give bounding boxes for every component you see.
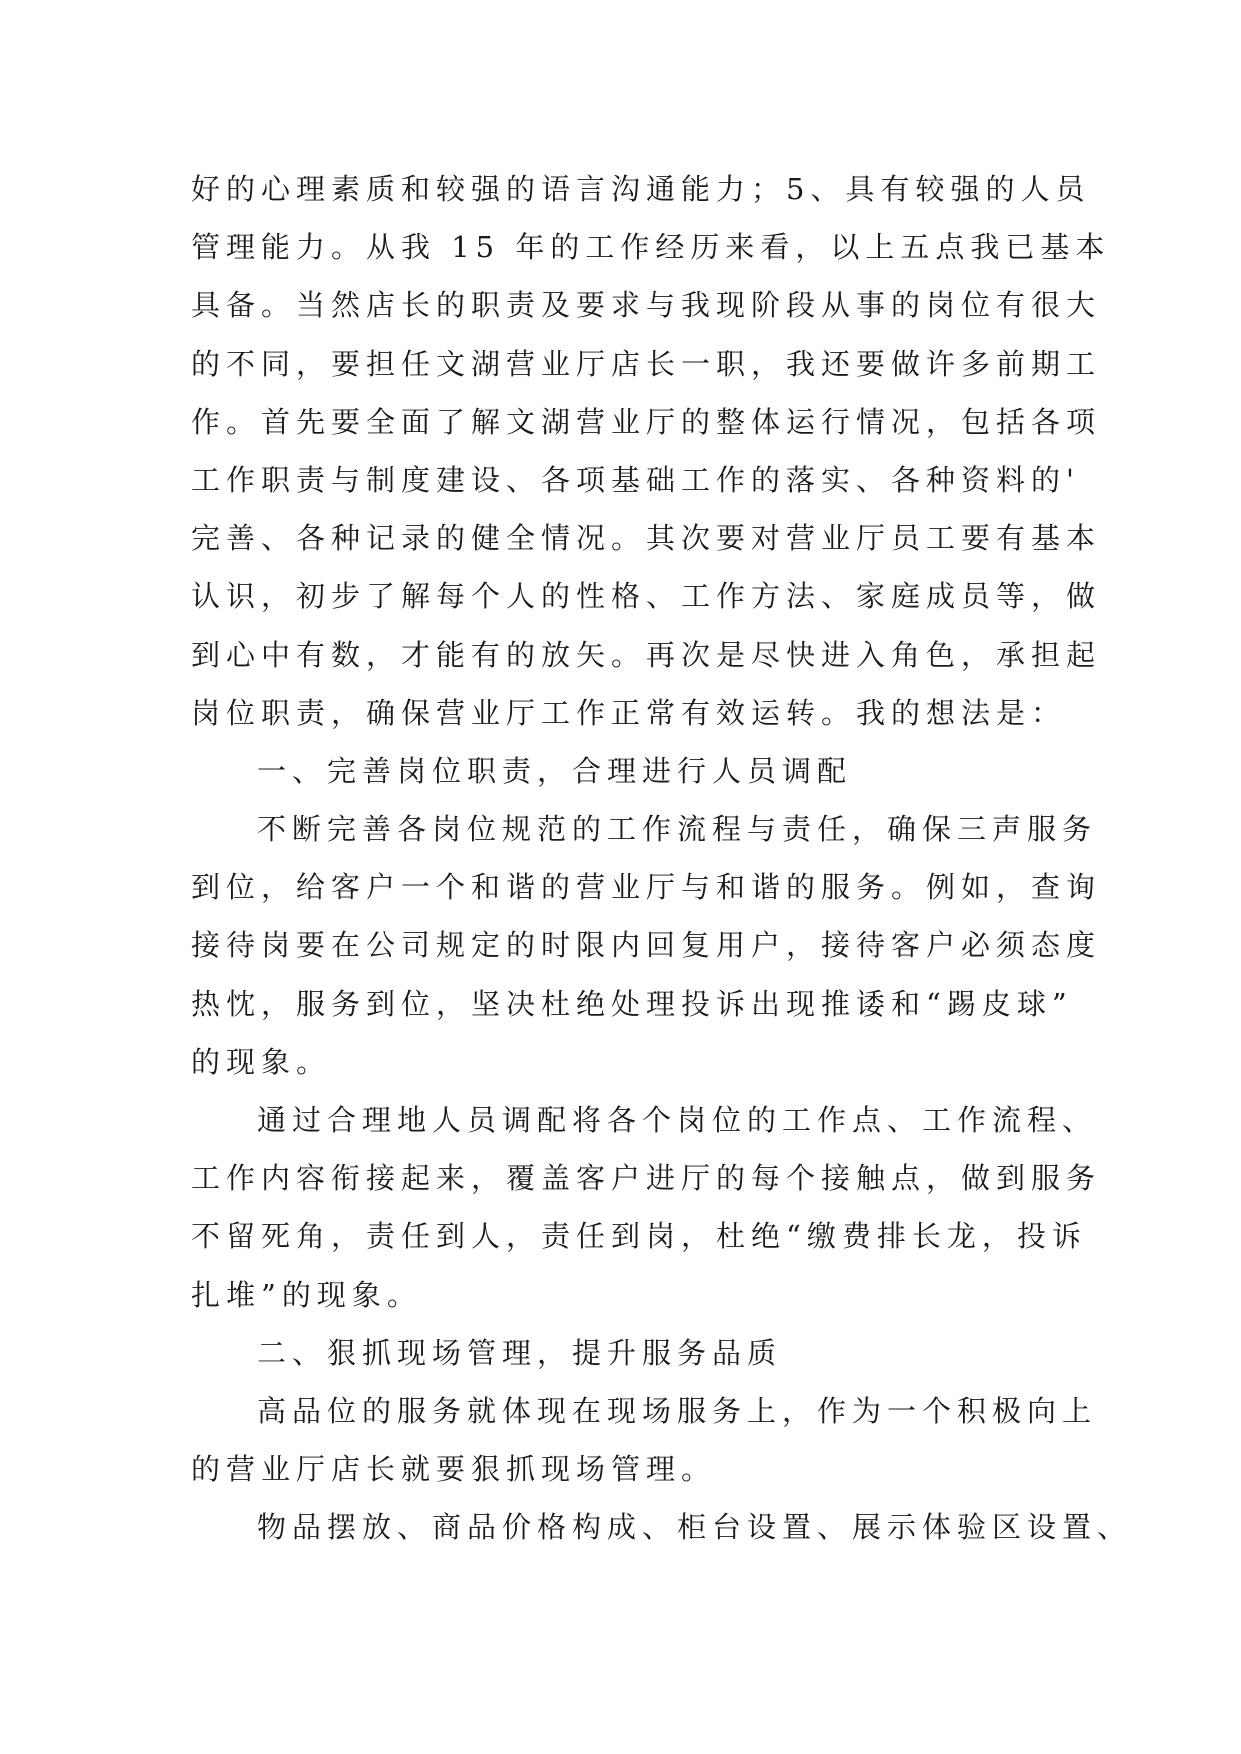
text-line: 物品摆放、商品价格构成、柜台设置、展示体验区设置、: [257, 1510, 1133, 1545]
document-body: [191, 160, 1133, 1557]
text-line: 管理能力。从我 15 年的工作经历来看，以上五点我已基本: [191, 230, 1111, 265]
text-line: 接待岗要在公司规定的时限内回复用户，接待客户必须态度: [191, 928, 1102, 963]
text-line: 到位，给客户一个和谐的营业厅与和谐的服务。例如，查询: [191, 870, 1102, 905]
text-line: 到心中有数，才能有的放矢。再次是尽快进入角色，承担起: [191, 637, 1102, 672]
text-line: 具备。当然店长的职责及要求与我现阶段从事的岗位有很大: [191, 288, 1102, 323]
text-line: 完善、各种记录的健全情况。其次要对营业厅员工要有基本: [191, 521, 1102, 556]
text-line: 不留死角，责任到人，责任到岗，杜绝“缴费排长龙，投诉: [191, 1219, 1087, 1254]
text-line: 高品位的服务就体现在现场服务上，作为一个积极向上: [257, 1393, 1098, 1428]
text-line: 工作内容衔接起来，覆盖客户进厅的每个接触点，做到服务: [191, 1161, 1102, 1196]
text-line: 不断完善各岗位规范的工作流程与责任，确保三声服务: [257, 812, 1098, 847]
text-line: 一、完善岗位职责，合理进行人员调配: [257, 753, 853, 788]
text-line: 工作职责与制度建设、各项基础工作的落实、各种资料的': [191, 462, 1080, 497]
text-line: 热忱，服务到位，坚决杜绝处理投诉出现推诿和“踢皮球”: [191, 986, 1073, 1021]
text-line: 的现象。: [191, 1044, 332, 1079]
text-line: 通过合理地人员调配将各个岗位的工作点、工作流程、: [257, 1103, 1098, 1137]
text-line: 的营业厅店长就要狠抓现场管理。: [191, 1452, 717, 1487]
text-line: 扎堆”的现象。: [191, 1277, 422, 1312]
text-line: 认识，初步了解每个人的性格、工作方法、家庭成员等，做: [191, 579, 1102, 614]
text-line: 二、狠抓现场管理，提升服务品质: [257, 1335, 783, 1370]
text-line: 的不同，要担任文湖营业厅店长一职，我还要做许多前期工: [191, 346, 1102, 381]
text-line: 岗位职责，确保营业厅工作正常有效运转。我的想法是：: [191, 695, 1067, 730]
text-line: 作。首先要全面了解文湖营业厅的整体运行情况，包括各项: [191, 404, 1102, 439]
text-line: 好的心理素质和较强的语言沟通能力；5、具有较强的人员: [191, 172, 1091, 206]
